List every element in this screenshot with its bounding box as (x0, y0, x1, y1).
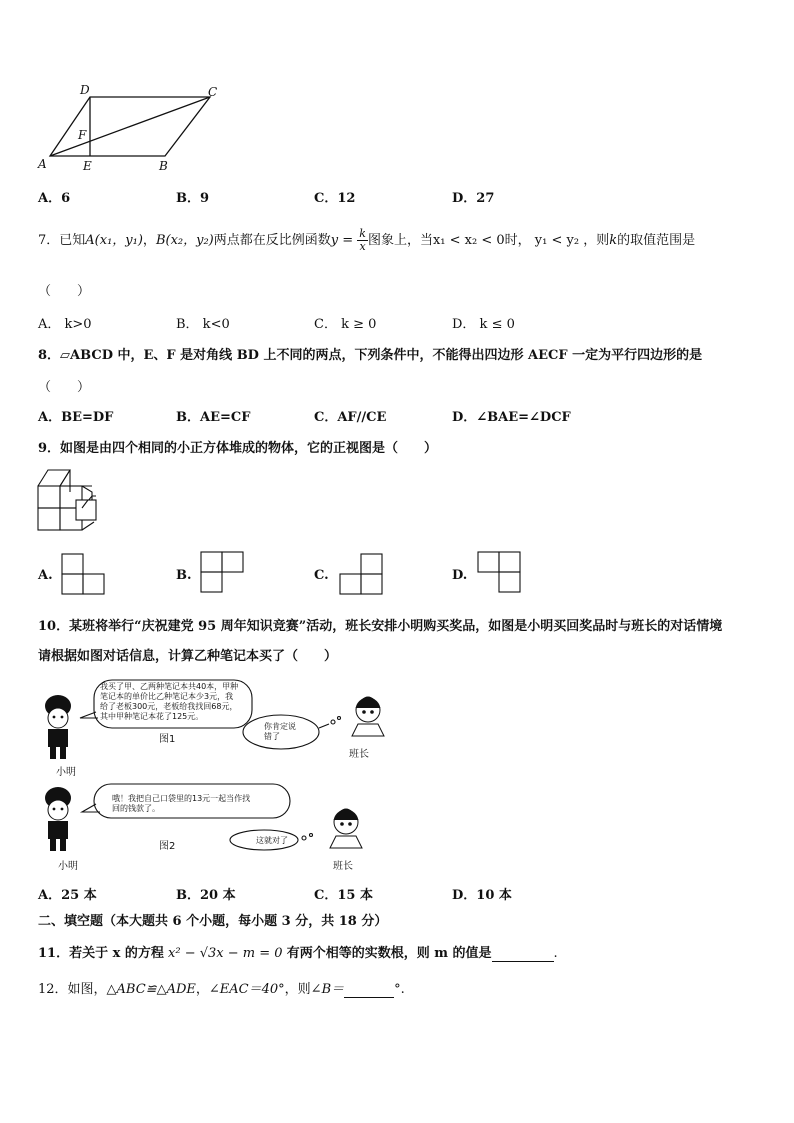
banzhang-figure-1 (352, 697, 384, 736)
q9-option-b-label: B. (176, 568, 192, 583)
q9-option-a-label: A. (38, 568, 53, 583)
label-d: D (80, 83, 90, 97)
q7-option-c: C． k ≥ 0 (314, 317, 377, 332)
q10-option-c: C．15 本 (314, 888, 373, 903)
q7-option-a: A． k>0 (38, 317, 92, 332)
q8-paren: （ ） (38, 380, 91, 395)
label-a: A (38, 157, 47, 171)
q8-stem: 8．▱ABCD 中，E、F 是对角线 BD 上不同的两点，下列条件中，不能得出四边形 AECF 一定为平行四边形的是 (38, 348, 703, 363)
q12-answer-blank[interactable] (344, 982, 394, 998)
q8-option-d: D．∠BAE=∠DCF (452, 410, 571, 425)
q10-option-a: A．25 本 (38, 888, 97, 903)
q6-parallelogram-figure (30, 80, 230, 175)
q10-fig1-caption: 图1 (159, 734, 176, 745)
q10-stem-line1: 10．某班将举行“庆祝建党 95 周年知识竞赛”活动，班长安排小明购买奖品，如图是小明买回奖品时与班长的对话情境 (38, 619, 723, 634)
q9-cube-stack-figure (36, 466, 102, 534)
label-c: C (208, 85, 218, 99)
q10-option-d: D．10 本 (452, 888, 512, 903)
q11-answer-blank[interactable] (492, 946, 554, 962)
q10-option-b: B．20 本 (176, 888, 236, 903)
q6-option-a: A．6 (38, 191, 71, 206)
label-b: B (159, 159, 168, 173)
q8-option-c: C．AF//CE (314, 410, 387, 425)
xiaoming-figure-1 (45, 695, 71, 759)
xiaoming-figure-2 (45, 787, 71, 851)
q9-option-b-view (199, 550, 245, 594)
q11-equation: x² − √3x − m = 0 (168, 946, 283, 961)
q10-bubble4: 这就对了 (256, 836, 288, 845)
q12-stem: 12．如图，△ABC≌△ADE，∠EAC＝40°，则∠B＝ °. (38, 982, 405, 997)
q10-xiaoming-label-1: 小明 (56, 767, 76, 778)
section-fill-in-heading: 二、填空题（本大题共 6 个小题，每小题 3 分，共 18 分） (38, 914, 388, 929)
q10-bubble2: 你肯定说 错了 (264, 722, 296, 741)
q10-xiaoming-label-2: 小明 (58, 861, 78, 872)
q9-option-c-label: C. (314, 568, 329, 583)
q9-option-c-view (338, 552, 384, 596)
q7-fraction: $\frac{k}{x}$ (359, 227, 366, 253)
label-e: E (83, 159, 92, 173)
q11-stem: 11．若关于 x 的方程 x² − √3x − m = 0 有两个相等的实数根，则 m 的值是 . (38, 946, 558, 961)
q6-option-c: C．12 (314, 191, 356, 206)
diagonal-ac (50, 97, 210, 156)
label-f: F (78, 128, 87, 142)
q8-option-a: A．BE=DF (38, 410, 114, 425)
q9-option-a-view (60, 552, 106, 596)
q7-option-d: D． k ≤ 0 (452, 317, 515, 332)
q9-stem: 9．如图是由四个相同的小正方体堆成的物体，它的正视图是（ ） (38, 441, 438, 456)
q9-option-d-label: D. (452, 568, 468, 583)
q9-option-d-view (476, 550, 522, 594)
q10-banzhang-label-1: 班长 (349, 749, 369, 760)
q8-option-b: B．AE=CF (176, 410, 251, 425)
banzhang-figure-2 (330, 809, 362, 848)
q7-option-b: B． k<0 (176, 317, 230, 332)
q10-bubble3: 哦！我把自己口袋里的13元一起当作找 回的钱款了。 (112, 794, 251, 813)
q10-bubble1: 我买了甲、乙两种笔记本共40本，甲种 笔记本的单价比乙种笔记本少3元，我 给了老板300元，老板给我找回68元， 其中甲种笔记本花了125元。 (100, 682, 239, 721)
q10-banzhang-label-2: 班长 (333, 861, 353, 872)
q7-paren: （ ） (38, 284, 91, 299)
q7-stem: 7．已知A(x₁，y₁)，B(x₂，y₂)两点都在反比例函数y = $\frac{k}{x}$ 图象上，当x₁ < x₂ < 0时， y₁ < y₂ ，则k的取值范围是 (38, 227, 696, 253)
q10-fig2-caption: 图2 (159, 841, 176, 852)
q10-stem-line2: 请根据如图对话信息，计算乙种笔记本买了（ ） (38, 649, 338, 664)
q6-option-d: D．27 (452, 191, 495, 206)
q6-option-b: B．9 (176, 191, 210, 206)
